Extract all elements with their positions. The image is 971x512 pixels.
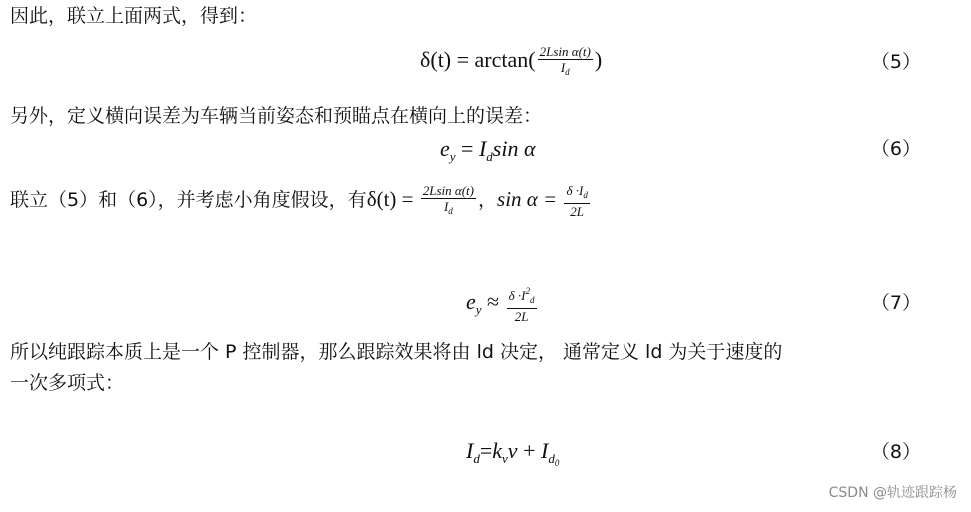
eq7-e: e [466, 289, 476, 315]
equation-7 [466, 284, 539, 325]
eq6-e: e [440, 136, 450, 161]
inline1-numerator: 2Lsin α(t) [422, 183, 474, 199]
equation-5 [420, 44, 602, 80]
eq8-I2-sub-0: 0 [554, 458, 560, 468]
eq7-num-sub: d [530, 295, 535, 305]
eq5-denominator [538, 60, 593, 80]
eq5-den-symbol: I [560, 60, 566, 75]
inline2-numerator [564, 183, 589, 204]
eq8-k: k [492, 438, 503, 463]
inline2-lhs: sin α = [497, 187, 563, 211]
line3-prefix: 联立（5）和（6），并考虑小角度假设，有 [10, 189, 367, 211]
text-line-5: 一次多项式： [10, 372, 125, 394]
eq7-denominator: 2L [514, 309, 529, 324]
inline2-num-symbol: δ ·I [566, 183, 584, 199]
inline2-num-sub: d [583, 190, 588, 201]
eq8-I: I [466, 438, 474, 463]
inline1-fraction [421, 183, 476, 219]
eq6-I-sub: d [486, 149, 493, 164]
inline1-denominator [421, 199, 476, 219]
eq6-I: I [478, 136, 487, 161]
text-line-4: 所以纯跟踪本质上是一个 P 控制器，那么跟踪效果将由 ld 决定， 通常定义 ld 为关于速度的 [10, 341, 783, 363]
inline-math-sin [497, 183, 592, 220]
eq5-numerator: 2Lsin α(t) [539, 44, 591, 59]
eq7-num-symbol: δ ·I [508, 288, 526, 303]
inline1-den-symbol: I [443, 199, 449, 215]
eq6-sin-alpha: sin α [492, 136, 536, 161]
inline-math-delta [366, 183, 478, 217]
eq8-v: v [507, 438, 518, 463]
inline2-denominator: 2L [570, 204, 585, 220]
eq8-I2: I [540, 438, 549, 463]
equation-8 [466, 436, 559, 478]
eq8-equals: = [479, 438, 493, 463]
eq5-rhs: ) [594, 47, 603, 73]
csdn-watermark: CSDN @轨迹跟踪杨 [828, 485, 957, 501]
eq6-equals: = [455, 136, 479, 161]
equation-6 [440, 134, 536, 172]
inline2-fraction [564, 183, 589, 219]
equation-8-number: （8） [870, 441, 921, 463]
eq8-k-sub: v [502, 451, 508, 466]
equation-6-number: （6） [870, 138, 921, 160]
eq5-fraction [538, 44, 593, 80]
eq7-numerator [507, 284, 537, 309]
text-line-2: 另外，定义横向误差为车辆当前姿态和预瞄点在横向上的误差： [10, 105, 543, 127]
eq8-plus: + [517, 438, 541, 463]
equation-5-number: （5） [870, 51, 921, 73]
text-line-3 [10, 180, 592, 219]
eq5-den-sub: d [565, 67, 570, 77]
inline1-den-sub: d [448, 206, 453, 217]
eq5-lhs: δ(t) = arctan( [420, 47, 536, 73]
equation-7-number: （7） [870, 292, 921, 314]
eq6-e-sub: y [449, 149, 456, 164]
eq7-fraction [507, 284, 537, 324]
line3-separator: ， [478, 189, 498, 211]
text-line-1: 因此，联立上面两式，得到： [10, 5, 258, 27]
eq7-approx: ≈ [481, 289, 505, 315]
eq7-e-sub: y [475, 302, 482, 318]
inline1-lhs: δ(t) = [366, 187, 419, 211]
eq7-num-sup: 2 [525, 286, 530, 296]
eq8-I2-sub [548, 451, 559, 466]
eq8-I2-sub-d: d [548, 451, 555, 466]
eq8-I-sub: d [473, 451, 480, 466]
